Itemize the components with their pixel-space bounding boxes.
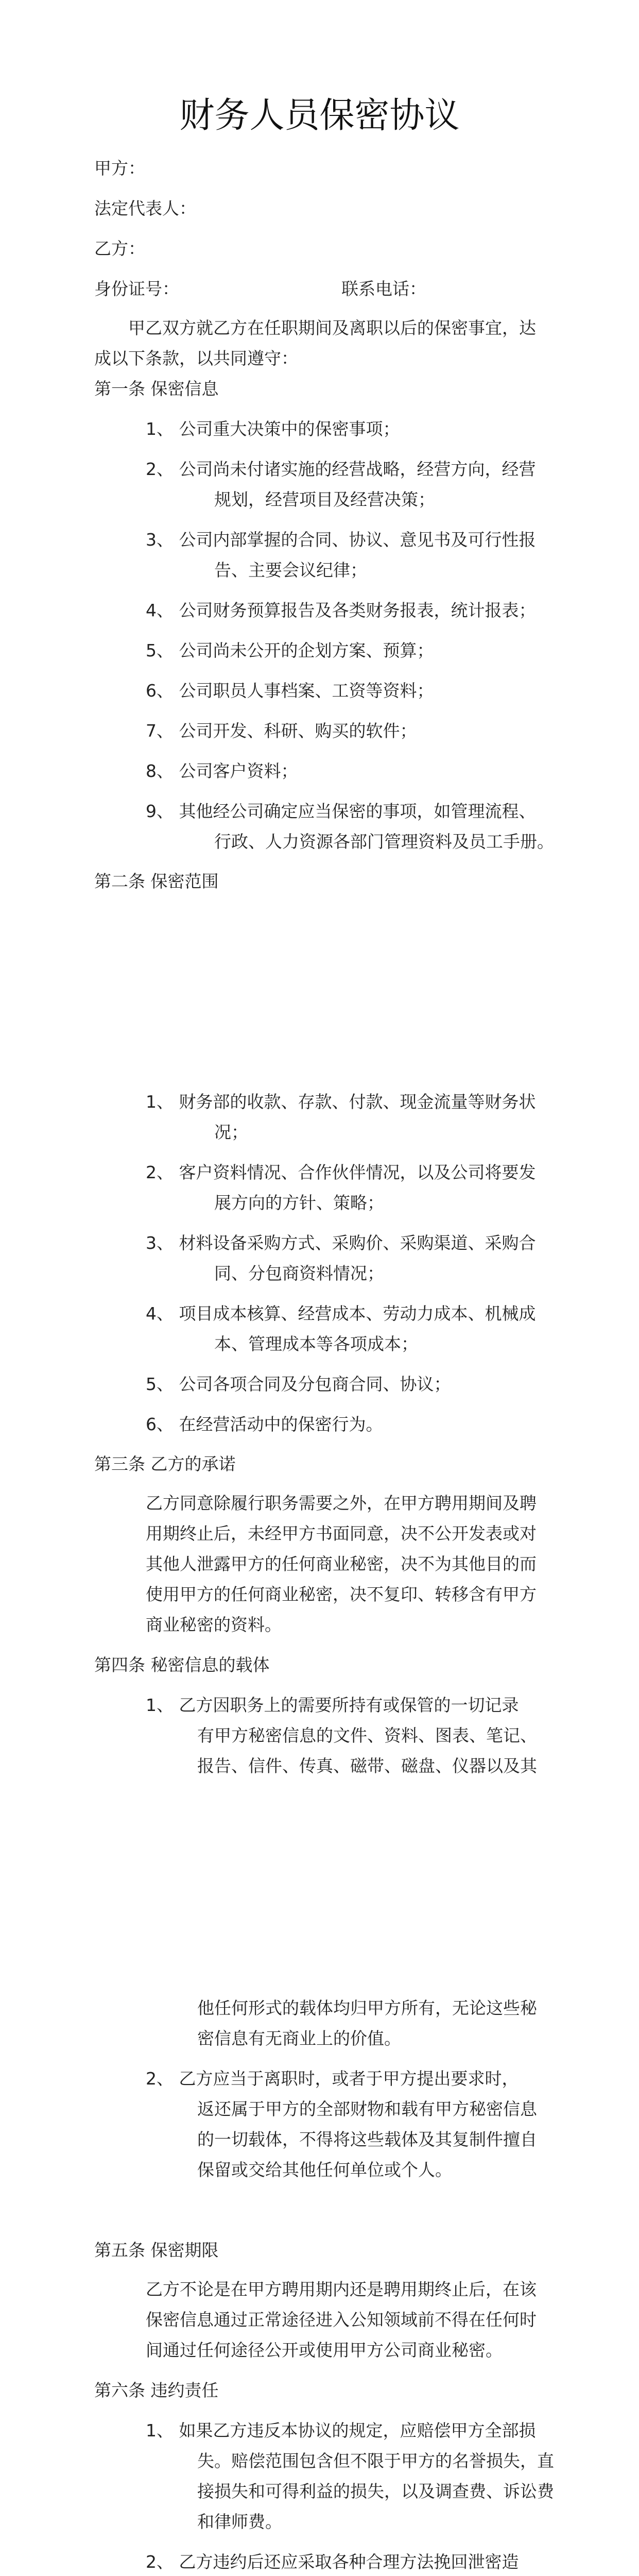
s2-line: 况； [214,1122,248,1142]
s1-line: 2、 公司尚未付诸实施的经营战略，经营方向，经营 [146,459,536,479]
id-number-label: 身份证号： [94,279,179,299]
s3-line: 使用甲方的任何商业秘密，决不复印、转移含有甲方 [146,1584,537,1604]
s6-line: 1、 如果乙方违反本协议的规定，应赔偿甲方全部损 [146,2420,536,2441]
s4-line: 密信息有无商业上的价值。 [197,2028,401,2048]
s3-line: 用期终止后，未经甲方书面同意，决不公开发表或对 [146,1523,537,1544]
s3-line: 其他人泄露甲方的任何商业秘密，决不为其他目的而 [146,1554,537,1574]
s4-line: 报告、信件、传真、磁带、磁盘、仪器以及其 [197,1756,537,1776]
s1-line: 行政、人力资源各部门管理资料及员工手册。 [214,832,554,852]
section-2-heading: 第二条 保密范围 [94,871,219,891]
document-title: 财务人员保密协议 [179,95,460,136]
s1-line: 告、主要会议纪律； [214,560,367,580]
s2-line: 展方向的方针、策略； [214,1193,384,1213]
section-3-heading: 第三条 乙方的承诺 [94,1454,236,1474]
legal-rep-label: 法定代表人： [94,198,196,218]
s4-line: 的一切载体，不得将这些载体及其复制件擅自 [197,2129,537,2149]
s1-line: 6、 公司职员人事档案、工资等资料； [146,681,434,701]
s6-line: 接损失和可得利益的损失，以及调查费、诉讼费 [197,2481,554,2501]
s2-line: 同、分包商资料情况； [214,1263,384,1283]
section-5-heading: 第五条 保密期限 [94,2240,219,2260]
s1-line: 1、 公司重大决策中的保密事项； [146,419,400,439]
intro-line: 甲乙双方就乙方在任职期间及离职以后的保密事宜，达 [128,318,536,338]
s4-line: 他任何形式的载体均归甲方所有，无论这些秘 [197,1998,537,2018]
party-a-label: 甲方： [94,158,145,178]
s1-line: 9、 其他经公司确定应当保密的事项，如管理流程、 [146,801,536,821]
s1-line: 8、 公司客户资料； [146,761,298,781]
s3-line: 乙方同意除履行职务需要之外，在甲方聘用期间及聘 [146,1493,537,1513]
s4-line: 2、 乙方应当于离职时，或者于甲方提出要求时， [146,2069,519,2089]
party-b-label: 乙方： [94,239,145,259]
s5-line: 保密信息通过正常途径进入公知领域前不得在任何时 [146,2310,537,2330]
section-6-heading: 第六条 违约责任 [94,2380,219,2400]
s2-line: 4、 项目成本核算、经营成本、劳动力成本、机械成 [146,1303,536,1324]
s5-line: 乙方不论是在甲方聘用期内还是聘用期终止后，在该 [146,2279,537,2299]
s2-line: 1、 财务部的收款、存款、付款、现金流量等财务状 [146,1092,536,1112]
s4-line: 有甲方秘密信息的文件、资料、图表、笔记、 [197,1725,537,1745]
s6-line: 和律师费。 [197,2512,282,2532]
section-4-heading: 第四条 秘密信息的载体 [94,1655,270,1675]
intro-line: 成以下条款，以共同遵守： [94,348,298,368]
s4-line: 保留或交给其他任何单位或个人。 [197,2160,452,2180]
s2-line: 6、 在经营活动中的保密行为。 [146,1414,383,1434]
s2-line: 本、管理成本等各项成本； [214,1334,418,1354]
s4-line: 返还属于甲方的全部财物和载有甲方秘密信息 [197,2099,537,2119]
s6-line: 失。赔偿范围包含但不限于甲方的名誉损失，直 [197,2451,554,2471]
s4-line: 1、 乙方因职务上的需要所持有或保管的一切记录 [146,1695,519,1715]
s1-line: 7、 公司开发、科研、购买的软件； [146,721,417,741]
section-1-heading: 第一条 保密信息 [94,379,219,399]
s1-line: 5、 公司尚未公开的企划方案、预算； [146,640,434,660]
contact-phone-label: 联系电话： [341,279,426,299]
s2-line: 3、 材料设备采购方式、采购价、采购渠道、采购合 [146,1233,536,1253]
s3-line: 商业秘密的资料。 [146,1615,282,1635]
s1-line: 4、 公司财务预算报告及各类财务报表，统计报表； [146,600,536,620]
s2-line: 2、 客户资料情况、合作伙伴情况，以及公司将要发 [146,1162,536,1182]
s6-line: 2、 乙方违约后还应采取各种合理方法挽回泄密造 [146,2552,519,2572]
s5-line: 间通过任何途径公开或使用甲方公司商业秘密。 [146,2340,503,2360]
s2-line: 5、 公司各项合同及分包商合同、协议； [146,1374,451,1394]
s1-line: 3、 公司内部掌握的合同、协议、意见书及可行性报 [146,530,536,550]
s1-line: 规划，经营项目及经营决策； [214,489,435,510]
